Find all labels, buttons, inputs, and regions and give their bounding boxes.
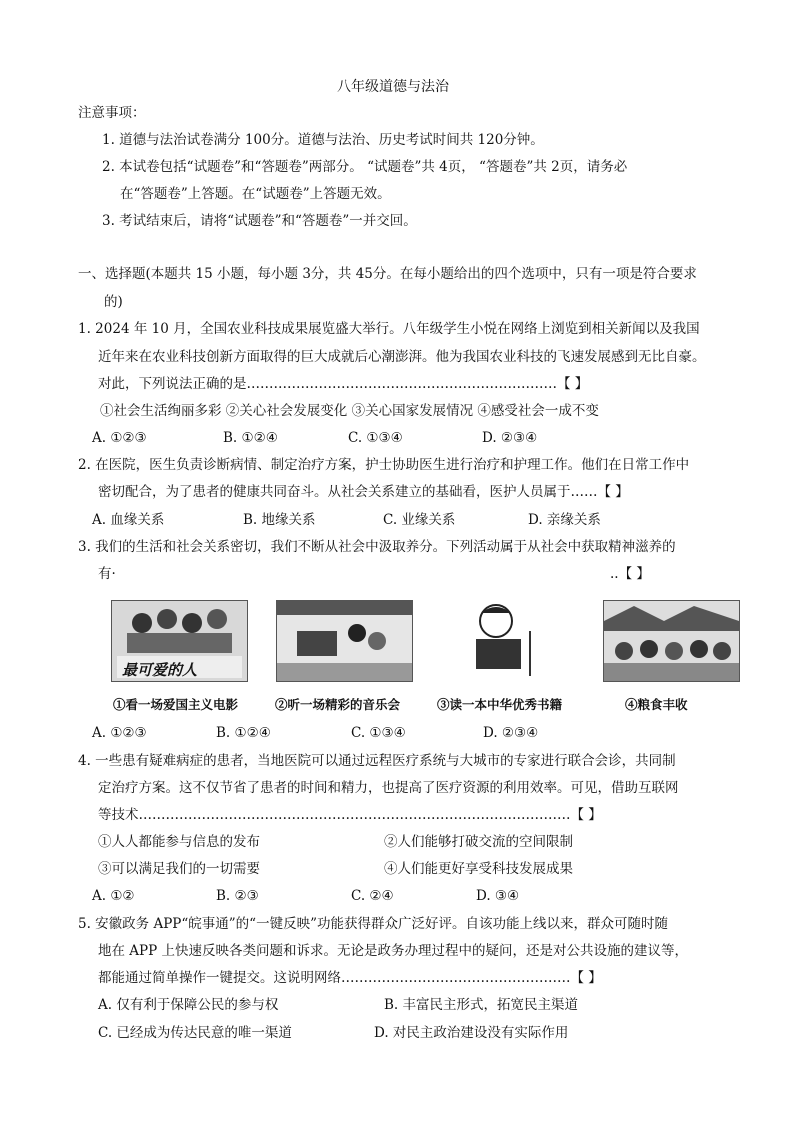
question-4-line: 4. 一些患有疑难病症的患者，当地医院可以通过远程医疗系统与大城市的专家进行联合会诊，共同制 — [78, 753, 676, 769]
concert-art — [277, 601, 412, 681]
question-1-line: 对此，下列说法正确的是……………………………………………………………【 】 — [98, 376, 589, 392]
harvest-art — [604, 601, 739, 681]
option-a[interactable]: A. ①②③ — [92, 725, 147, 741]
notice-item: 1. 道德与法治试卷满分 100分。道德与法治、历史考试时间共 120分钟。 — [102, 132, 544, 148]
question-5-line: 都能通过简单操作一键提交。这说明网络……………………………………………【 】 — [98, 970, 602, 986]
option-a[interactable]: A. ①② — [92, 888, 135, 904]
patriotic-movie-image — [111, 600, 248, 682]
question-3-line: 3. 我们的生活和社会关系密切，我们不断从社会中汲取养分。下列活动属于从社会中获取精神滋养的 — [78, 539, 676, 555]
option-c[interactable]: C. ①③④ — [348, 430, 403, 446]
option-d[interactable]: D. ②③④ — [482, 430, 538, 446]
image-caption: ②听一场精彩的音乐会 — [275, 697, 401, 712]
question-1-line: 近年来在农业科技创新方面取得的巨大成就后心潮澎湃。他为我国农业科技的飞速发展感到无比自豪。 — [98, 349, 706, 365]
option-d[interactable]: D. 对民主政治建设没有实际作用 — [374, 1025, 569, 1041]
image-caption: ③读一本中华优秀书籍 — [437, 697, 563, 712]
question-4-statement: ④人们能更好享受科技发展成果 — [384, 861, 573, 877]
page-title: 八年级道德与法治 — [337, 79, 449, 95]
option-b[interactable]: B. ①②④ — [216, 725, 271, 741]
question-4-line: 等技术……………………………………………………………………………………【 】 — [98, 807, 602, 823]
notice-item: 在“答题卷”上答题。在“试题卷”上答题无效。 — [120, 186, 391, 202]
notice-item: 2. 本试卷包括“试题卷”和“答题卷”两部分。 “试题卷”共 4页， “答题卷”共 2页，请务必 — [102, 159, 628, 175]
option-d[interactable]: D. ③④ — [476, 888, 520, 904]
option-a[interactable]: A. ①②③ — [92, 430, 147, 446]
question-4-statement: ③可以满足我们的一切需要 — [98, 861, 260, 877]
option-b[interactable]: B. ①②④ — [223, 430, 278, 446]
question-1-statements: ①社会生活绚丽多彩 ②关心社会发展变化 ③关心国家发展情况 ④感受社会一成不变 — [100, 403, 599, 419]
option-a[interactable]: A. 仅有利于保障公民的参与权 — [98, 997, 279, 1013]
option-b[interactable]: B. 地缘关系 — [243, 512, 316, 528]
section-heading: 一、选择题(本题共 15 小题，每小题 3分，共 45分。在每小题给出的四个选项中，只有一项是符合要求 — [78, 266, 697, 282]
notice-heading: 注意事项： — [78, 105, 146, 121]
question-4-line: 定治疗方案。这不仅节省了患者的时间和精力，也提高了医疗资源的利用效率。可见，借助互联网 — [98, 780, 679, 796]
option-c[interactable]: C. 已经成为传达民意的唯一渠道 — [98, 1025, 292, 1041]
option-c[interactable]: C. ②④ — [351, 888, 394, 904]
question-3-bracket: ..【 】 — [610, 566, 650, 582]
option-d[interactable]: D. 亲缘关系 — [528, 512, 601, 528]
question-5-line: 5. 安徽政务 APP“皖事通”的“一键反映”功能获得群众广泛好评。自该功能上线以来，群众可随时随 — [78, 916, 668, 932]
question-2-line: 密切配合，为了患者的健康共同奋斗。从社会关系建立的基础看，医护人员属于……【 】 — [98, 484, 629, 500]
option-b[interactable]: B. 丰富民主形式，拓宽民主渠道 — [384, 997, 579, 1013]
question-4-statement: ②人们能够打破交流的空间限制 — [384, 834, 573, 850]
notice-item: 3. 考试结束后，请将“试题卷”和“答题卷”一并交回。 — [102, 213, 417, 229]
reading-image — [440, 600, 577, 682]
section-heading-cont: 的) — [104, 294, 123, 310]
harvest-image — [603, 600, 740, 682]
image-caption: ④粮食丰收 — [625, 697, 688, 712]
question-3-line: 有· — [98, 566, 116, 582]
option-c[interactable]: C. 业缘关系 — [383, 512, 456, 528]
question-2-line: 2. 在医院，医生负责诊断病情、制定治疗方案，护士协助医生进行治疗和护理工作。他们在日常工作中 — [78, 457, 690, 473]
image-caption: ①看一场爱国主义电影 — [113, 697, 239, 712]
option-a[interactable]: A. 血缘关系 — [92, 512, 165, 528]
option-d[interactable]: D. ②③④ — [483, 725, 539, 741]
option-b[interactable]: B. ②③ — [216, 888, 259, 904]
concert-image — [276, 600, 413, 682]
movie-poster-title: 最可爱的人 — [122, 661, 198, 679]
question-1-line: 1. 2024 年 10 月，全国农业科技成果展览盛大举行。八年级学生小悦在网络上浏览到相关新闻以及我国 — [78, 321, 700, 337]
question-5-line: 地在 APP 上快速反映各类问题和诉求。无论是政务办理过程中的疑问，还是对公共设施的建议等， — [98, 943, 688, 959]
reading-art — [441, 601, 576, 681]
question-4-statement: ①人人都能参与信息的发布 — [98, 834, 260, 850]
option-c[interactable]: C. ①③④ — [351, 725, 406, 741]
